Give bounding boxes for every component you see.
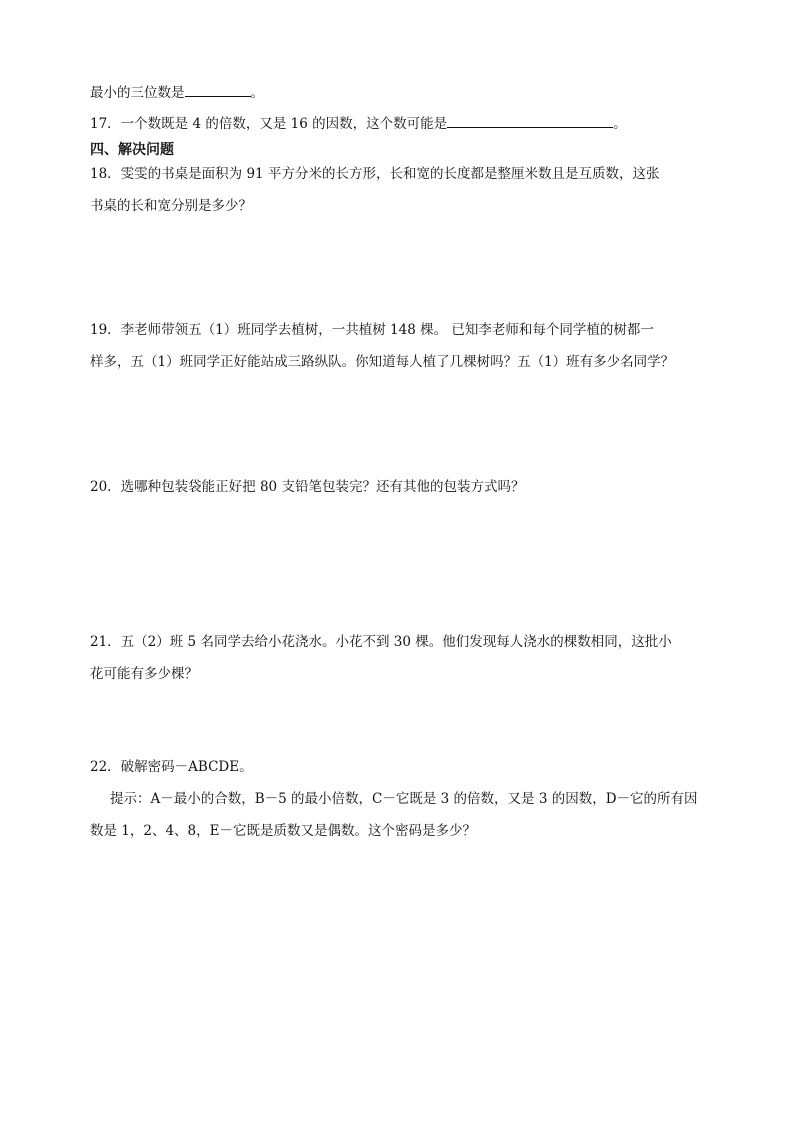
- q17-suffix: 。: [613, 116, 627, 132]
- q21-line-2: 花可能有多少棵？: [90, 666, 198, 682]
- q21-line-1: 21．五（2）班 5 名同学去给小花浇水。小花不到 30 棵。他们发现每人浇水的棵数相同，这批小: [90, 634, 672, 650]
- q22-line-1: 22．破解密码－ABCDE。: [90, 759, 253, 775]
- q19-line-1: 19．李老师带领五（1）班同学去植树，一共植树 148 棵。 已知李老师和每个同学植的树都一: [90, 322, 654, 338]
- q22-hint-line: 提示：A－最小的合数，B－5 的最小倍数，C－它既是 3 的倍数，又是 3 的因数，D－它的所有因: [110, 791, 698, 807]
- q18-line-2: 书桌的长和宽分别是多少？: [90, 198, 252, 214]
- q17-answer-blank[interactable]: [447, 113, 613, 128]
- q16-prefix: 最小的三位数是: [90, 85, 185, 101]
- q22-line-3: 数是 1，2、4、8，E－它既是质数又是偶数。这个密码是多少？: [90, 823, 477, 839]
- q19-line-2: 样多，五（1）班同学正好能站成三路纵队。你知道每人植了几棵树吗？五（1）班有多少名同学？: [90, 354, 675, 370]
- q16-suffix: 。: [250, 85, 264, 101]
- q18-line-1: 18．雯雯的书桌是面积为 91 平方分米的长方形，长和宽的长度都是整厘米数且是互质数，这张: [90, 166, 660, 182]
- question-17: [90, 113, 627, 134]
- q17-text: 17．一个数既是 4 的倍数，又是 16 的因数，这个数可能是: [90, 116, 448, 132]
- q16-answer-line: [90, 82, 264, 103]
- q16-answer-blank[interactable]: [185, 82, 251, 97]
- section-heading: 四、解决问题: [90, 142, 174, 158]
- q20-line-1: 20．选哪种包装袋能正好把 80 支铅笔包装完？还有其他的包装方式吗？: [90, 479, 525, 495]
